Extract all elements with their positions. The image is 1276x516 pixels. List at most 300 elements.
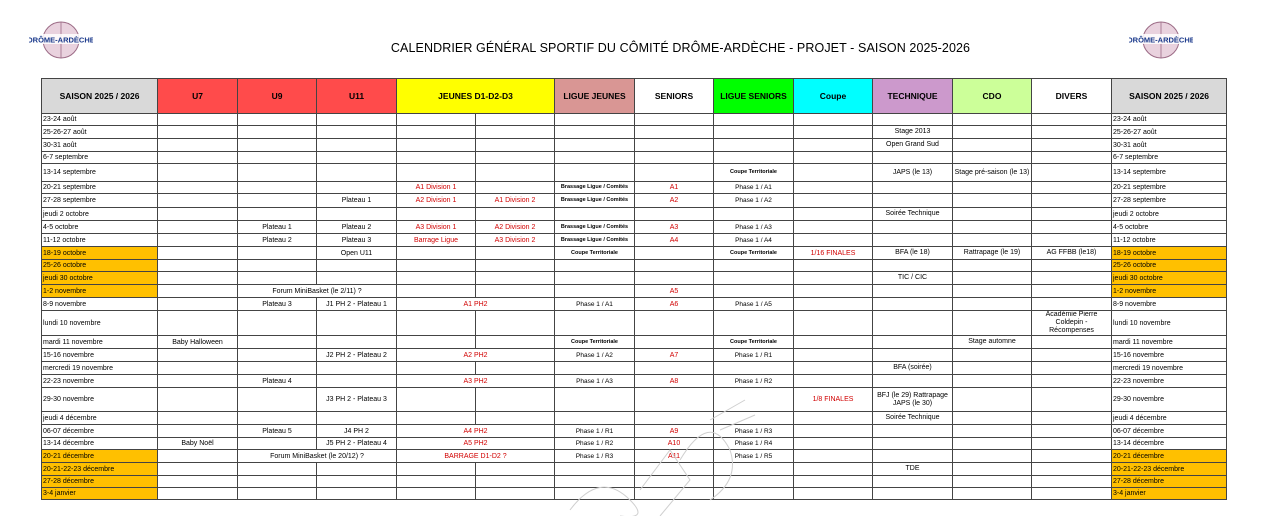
u11-cell <box>317 164 397 182</box>
ligue-jeunes-cell <box>555 488 635 500</box>
u11-cell <box>317 272 397 285</box>
jeunes-d1-cell <box>397 488 476 500</box>
date-cell-right: 13-14 décembre <box>1112 438 1227 450</box>
header-ligue-jeunes: LIGUE JEUNES <box>555 79 635 114</box>
date-cell: 6-7 septembre <box>42 152 158 164</box>
date-cell-right: 11-12 octobre <box>1112 234 1227 247</box>
jeunes-d1-cell: Barrage Ligue <box>397 234 476 247</box>
u7-cell <box>158 463 238 476</box>
ligue-jeunes-cell: Brassage Ligue / Comités <box>555 221 635 234</box>
ligue-jeunes-cell <box>555 362 635 375</box>
u7-cell <box>158 164 238 182</box>
ligue-jeunes-cell: Brassage Ligue / Comités <box>555 194 635 208</box>
date-cell: 20-21 décembre <box>42 450 158 463</box>
divers-cell <box>1032 194 1112 208</box>
jeunes-cell: A3 PH2 <box>397 375 555 388</box>
cdo-cell <box>953 221 1032 234</box>
cdo-cell <box>953 182 1032 194</box>
jeunes-d2-cell <box>476 164 555 182</box>
u7-cell <box>158 114 238 126</box>
jeunes-d1-cell <box>397 412 476 425</box>
ligue-seniors-cell <box>714 311 794 336</box>
u7-cell <box>158 298 238 311</box>
jeunes-d2-cell: A2 Division 2 <box>476 221 555 234</box>
jeunes-d2-cell <box>476 362 555 375</box>
seniors-cell <box>635 126 714 139</box>
u9-cell <box>238 182 317 194</box>
date-cell: 29-30 novembre <box>42 388 158 412</box>
coupe-cell <box>794 234 873 247</box>
technique-cell: Soirée Technique <box>873 412 953 425</box>
u7-cell <box>158 126 238 139</box>
seniors-cell <box>635 336 714 349</box>
table-row <box>42 425 1227 438</box>
seniors-cell: A8 <box>635 375 714 388</box>
technique-cell <box>873 375 953 388</box>
cdo-cell: Rattrapage (le 19) <box>953 247 1032 260</box>
coupe-cell <box>794 450 873 463</box>
jeunes-d2-cell <box>476 488 555 500</box>
date-cell-right: 29-30 novembre <box>1112 388 1227 412</box>
u9-cell <box>238 247 317 260</box>
technique-cell <box>873 260 953 272</box>
table-row <box>42 164 1227 182</box>
ligue-seniors-cell: Phase 1 / A3 <box>714 221 794 234</box>
technique-cell <box>873 425 953 438</box>
u9-cell <box>238 438 317 450</box>
jeunes-d1-cell <box>397 311 476 336</box>
date-cell: 27-28 décembre <box>42 476 158 488</box>
date-cell: jeudi 2 octobre <box>42 208 158 221</box>
divers-cell <box>1032 285 1112 298</box>
date-cell: 11-12 octobre <box>42 234 158 247</box>
seniors-cell <box>635 247 714 260</box>
technique-cell <box>873 336 953 349</box>
date-cell: 22-23 novembre <box>42 375 158 388</box>
divers-cell <box>1032 234 1112 247</box>
ligue-jeunes-cell <box>555 139 635 152</box>
u11-cell: Plateau 2 <box>317 221 397 234</box>
date-cell-right: 25-26 octobre <box>1112 260 1227 272</box>
divers-cell: AG FFBB (le18) <box>1032 247 1112 260</box>
table-row <box>42 463 1227 476</box>
ligue-seniors-cell <box>714 126 794 139</box>
table-row <box>42 126 1227 139</box>
coupe-cell <box>794 476 873 488</box>
technique-cell: Soirée Technique <box>873 208 953 221</box>
jeunes-d2-cell <box>476 152 555 164</box>
header-row <box>42 79 1227 114</box>
u9-cell: Plateau 4 <box>238 375 317 388</box>
u11-cell <box>317 362 397 375</box>
date-cell-right: 20-21 septembre <box>1112 182 1227 194</box>
table-row <box>42 194 1227 208</box>
cdo-cell <box>953 476 1032 488</box>
header-coupe: Coupe <box>794 79 873 114</box>
ligue-jeunes-cell <box>555 272 635 285</box>
technique-cell: JAPS (le 13) <box>873 164 953 182</box>
date-cell: 25-26-27 août <box>42 126 158 139</box>
coupe-cell <box>794 221 873 234</box>
u11-cell <box>317 463 397 476</box>
ligue-seniors-cell: Coupe Territoriale <box>714 336 794 349</box>
table-row <box>42 272 1227 285</box>
seniors-cell <box>635 164 714 182</box>
ligue-jeunes-cell: Phase 1 / R3 <box>555 450 635 463</box>
u7-cell <box>158 208 238 221</box>
coupe-cell <box>794 285 873 298</box>
technique-cell: BFA (soirée) <box>873 362 953 375</box>
cdo-cell <box>953 298 1032 311</box>
divers-cell <box>1032 221 1112 234</box>
table-row <box>42 438 1227 450</box>
date-cell-right: 18-19 octobre <box>1112 247 1227 260</box>
table-row <box>42 285 1227 298</box>
header-divers: DIVERS <box>1032 79 1112 114</box>
date-cell: 23-24 août <box>42 114 158 126</box>
u11-cell <box>317 260 397 272</box>
jeunes-d2-cell <box>476 260 555 272</box>
logo-left <box>29 18 93 62</box>
date-cell-right: jeudi 30 octobre <box>1112 272 1227 285</box>
svg-text:DRÔME-ARDÈCHE: DRÔME-ARDÈCHE <box>1129 35 1193 45</box>
technique-cell: BFA (le 18) <box>873 247 953 260</box>
u9-cell <box>238 336 317 349</box>
divers-cell <box>1032 152 1112 164</box>
date-cell: 1-2 novembre <box>42 285 158 298</box>
table-row <box>42 476 1227 488</box>
divers-cell <box>1032 463 1112 476</box>
date-cell: jeudi 30 octobre <box>42 272 158 285</box>
date-cell-right: 13-14 septembre <box>1112 164 1227 182</box>
u7-cell <box>158 425 238 438</box>
u9-cell <box>238 139 317 152</box>
u7-cell <box>158 247 238 260</box>
cdo-cell <box>953 114 1032 126</box>
date-cell-right: 27-28 décembre <box>1112 476 1227 488</box>
ligue-jeunes-cell: Phase 1 / R2 <box>555 438 635 450</box>
jeunes-d2-cell <box>476 126 555 139</box>
u9-cell <box>238 412 317 425</box>
date-cell: mercredi 19 novembre <box>42 362 158 375</box>
technique-cell <box>873 234 953 247</box>
u11-cell <box>317 182 397 194</box>
ligue-seniors-cell <box>714 152 794 164</box>
table-row <box>42 450 1227 463</box>
jeunes-d1-cell <box>397 476 476 488</box>
divers-cell <box>1032 476 1112 488</box>
ligue-jeunes-cell: Phase 1 / A2 <box>555 349 635 362</box>
jeunes-d1-cell <box>397 126 476 139</box>
calendar-table <box>41 78 1227 500</box>
u7-cell <box>158 221 238 234</box>
cdo-cell <box>953 260 1032 272</box>
ligue-jeunes-cell: Coupe Territoriale <box>555 336 635 349</box>
ligue-jeunes-cell <box>555 476 635 488</box>
seniors-cell: A4 <box>635 234 714 247</box>
jeunes-d1-cell: A1 Division 1 <box>397 182 476 194</box>
jeunes-d2-cell <box>476 336 555 349</box>
divers-cell <box>1032 272 1112 285</box>
cdo-cell <box>953 349 1032 362</box>
u11-cell <box>317 412 397 425</box>
u9-cell <box>238 208 317 221</box>
u11-cell <box>317 114 397 126</box>
coupe-cell <box>794 182 873 194</box>
seniors-cell: A5 <box>635 285 714 298</box>
table-row <box>42 114 1227 126</box>
u9-cell <box>238 126 317 139</box>
coupe-cell <box>794 349 873 362</box>
u11-cell: Plateau 3 <box>317 234 397 247</box>
technique-cell <box>873 152 953 164</box>
divers-cell <box>1032 336 1112 349</box>
table-row <box>42 182 1227 194</box>
date-cell: 13-14 septembre <box>42 164 158 182</box>
technique-cell <box>873 182 953 194</box>
date-cell-right: 22-23 novembre <box>1112 375 1227 388</box>
u9-cell <box>238 272 317 285</box>
u11-cell <box>317 336 397 349</box>
technique-cell <box>873 438 953 450</box>
seniors-cell: A9 <box>635 425 714 438</box>
date-cell-right: 27-28 septembre <box>1112 194 1227 208</box>
u7-cell <box>158 194 238 208</box>
seniors-cell: A1 <box>635 182 714 194</box>
ligue-seniors-cell <box>714 463 794 476</box>
seniors-cell <box>635 463 714 476</box>
coupe-cell <box>794 126 873 139</box>
divers-cell: Académie Pierre Coldepin - Récompenses <box>1032 311 1112 336</box>
divers-cell <box>1032 139 1112 152</box>
u11-cell <box>317 152 397 164</box>
seniors-cell <box>635 388 714 412</box>
coupe-cell: 1/16 FINALES <box>794 247 873 260</box>
coupe-cell <box>794 488 873 500</box>
coupe-cell <box>794 114 873 126</box>
cdo-cell <box>953 488 1032 500</box>
svg-text:DRÔME-ARDÈCHE: DRÔME-ARDÈCHE <box>29 35 93 45</box>
technique-cell <box>873 311 953 336</box>
coupe-cell <box>794 463 873 476</box>
table-row <box>42 152 1227 164</box>
jeunes-d1-cell <box>397 247 476 260</box>
date-cell-right: mercredi 19 novembre <box>1112 362 1227 375</box>
seniors-cell <box>635 260 714 272</box>
u11-cell: J4 PH 2 <box>317 425 397 438</box>
u7-cell <box>158 311 238 336</box>
table-row <box>42 139 1227 152</box>
ligue-seniors-cell <box>714 412 794 425</box>
technique-cell <box>873 349 953 362</box>
ligue-seniors-cell <box>714 388 794 412</box>
jeunes-d1-cell <box>397 260 476 272</box>
ligue-seniors-cell <box>714 488 794 500</box>
technique-cell <box>873 488 953 500</box>
cdo-cell: Stage automne <box>953 336 1032 349</box>
seniors-cell: A7 <box>635 349 714 362</box>
coupe-cell <box>794 298 873 311</box>
date-cell: jeudi 4 décembre <box>42 412 158 425</box>
technique-cell <box>873 114 953 126</box>
ligue-jeunes-cell <box>555 285 635 298</box>
date-cell-right: lundi 10 novembre <box>1112 311 1227 336</box>
date-cell-right: 4-5 octobre <box>1112 221 1227 234</box>
technique-cell: TIC / CIC <box>873 272 953 285</box>
u9-cell: Plateau 1 <box>238 221 317 234</box>
date-cell: 13-14 décembre <box>42 438 158 450</box>
seniors-cell: A3 <box>635 221 714 234</box>
u9-cell <box>238 388 317 412</box>
jeunes-d1-cell <box>397 208 476 221</box>
header-ligue-seniors: LIGUE SENIORS <box>714 79 794 114</box>
coupe-cell <box>794 139 873 152</box>
u9-cell <box>238 260 317 272</box>
date-cell: 25-26 octobre <box>42 260 158 272</box>
ligue-jeunes-cell <box>555 164 635 182</box>
coupe-cell <box>794 194 873 208</box>
table-row <box>42 488 1227 500</box>
ligue-seniors-cell <box>714 114 794 126</box>
jeunes-d1-cell <box>397 362 476 375</box>
u11-cell: J1 PH 2 - Plateau 1 <box>317 298 397 311</box>
cdo-cell <box>953 438 1032 450</box>
technique-cell: BFJ (le 29) Rattrapage JAPS (le 30) <box>873 388 953 412</box>
ligue-jeunes-cell: Phase 1 / A3 <box>555 375 635 388</box>
divers-cell <box>1032 488 1112 500</box>
table-row <box>42 311 1227 336</box>
technique-cell <box>873 450 953 463</box>
header-u11: U11 <box>317 79 397 114</box>
seniors-cell: A11 <box>635 450 714 463</box>
ligue-jeunes-cell <box>555 114 635 126</box>
header-u9: U9 <box>238 79 317 114</box>
cdo-cell <box>953 450 1032 463</box>
u9-cell <box>238 476 317 488</box>
u11-cell <box>317 476 397 488</box>
ligue-seniors-cell <box>714 139 794 152</box>
cdo-cell <box>953 375 1032 388</box>
date-cell: 27-28 septembre <box>42 194 158 208</box>
u11-cell: J3 PH 2 - Plateau 3 <box>317 388 397 412</box>
coupe-cell <box>794 438 873 450</box>
u9-cell <box>238 194 317 208</box>
divers-cell <box>1032 425 1112 438</box>
date-cell-right: 15-16 novembre <box>1112 349 1227 362</box>
ligue-seniors-cell <box>714 285 794 298</box>
u7-cell <box>158 450 238 463</box>
date-cell-right: 06-07 décembre <box>1112 425 1227 438</box>
date-cell: 8-9 novembre <box>42 298 158 311</box>
coupe-cell <box>794 260 873 272</box>
ligue-jeunes-cell <box>555 412 635 425</box>
u11-cell <box>317 139 397 152</box>
date-cell: 20-21-22-23 décembre <box>42 463 158 476</box>
date-cell: 18-19 octobre <box>42 247 158 260</box>
jeunes-d2-cell: A1 Division 2 <box>476 194 555 208</box>
cdo-cell <box>953 412 1032 425</box>
divers-cell <box>1032 349 1112 362</box>
u7-cell <box>158 285 238 298</box>
date-cell-right: jeudi 2 octobre <box>1112 208 1227 221</box>
jeunes-cell: A5 PH2 <box>397 438 555 450</box>
u7-cell <box>158 234 238 247</box>
cdo-cell <box>953 362 1032 375</box>
u7-cell <box>158 488 238 500</box>
u7-cell <box>158 476 238 488</box>
coupe-cell <box>794 272 873 285</box>
date-cell: lundi 10 novembre <box>42 311 158 336</box>
date-cell: 15-16 novembre <box>42 349 158 362</box>
date-cell-right: 20-21 décembre <box>1112 450 1227 463</box>
cdo-cell <box>953 208 1032 221</box>
u9-cell <box>238 152 317 164</box>
table-row <box>42 234 1227 247</box>
header-saison-left: SAISON 2025 / 2026 <box>42 79 158 114</box>
date-cell: 20-21 septembre <box>42 182 158 194</box>
divers-cell <box>1032 126 1112 139</box>
seniors-cell <box>635 152 714 164</box>
u11-cell <box>317 126 397 139</box>
technique-cell <box>873 476 953 488</box>
jeunes-cell: A1 PH2 <box>397 298 555 311</box>
u9-cell <box>238 164 317 182</box>
u9-cell: Plateau 2 <box>238 234 317 247</box>
divers-cell <box>1032 362 1112 375</box>
jeunes-d1-cell <box>397 139 476 152</box>
jeunes-d2-cell <box>476 114 555 126</box>
ligue-jeunes-cell <box>555 152 635 164</box>
coupe-cell: 1/8 FINALES <box>794 388 873 412</box>
header-saison-right: SAISON 2025 / 2026 <box>1112 79 1227 114</box>
coupe-cell <box>794 336 873 349</box>
cdo-cell: Stage pré-saison (le 13) <box>953 164 1032 182</box>
date-cell-right: mardi 11 novembre <box>1112 336 1227 349</box>
divers-cell <box>1032 164 1112 182</box>
jeunes-d2-cell <box>476 139 555 152</box>
seniors-cell: A10 <box>635 438 714 450</box>
u11-cell: Plateau 1 <box>317 194 397 208</box>
ligue-jeunes-cell <box>555 463 635 476</box>
table-row <box>42 375 1227 388</box>
u9-cell <box>238 362 317 375</box>
jeunes-d2-cell <box>476 285 555 298</box>
divers-cell <box>1032 114 1112 126</box>
ligue-seniors-cell: Coupe Territoriale <box>714 164 794 182</box>
jeunes-d2-cell <box>476 476 555 488</box>
u7-cell <box>158 139 238 152</box>
jeunes-cell: BARRAGE D1-D2 ? <box>397 450 555 463</box>
header-technique: TECHNIQUE <box>873 79 953 114</box>
seniors-cell: A2 <box>635 194 714 208</box>
u7-cell <box>158 349 238 362</box>
divers-cell <box>1032 438 1112 450</box>
ligue-jeunes-cell <box>555 208 635 221</box>
header-cdo: CDO <box>953 79 1032 114</box>
table-row <box>42 298 1227 311</box>
technique-cell <box>873 221 953 234</box>
ligue-seniors-cell: Phase 1 / R2 <box>714 375 794 388</box>
u11-cell <box>317 488 397 500</box>
jeunes-d1-cell <box>397 388 476 412</box>
ligue-seniors-cell: Phase 1 / R4 <box>714 438 794 450</box>
ligue-jeunes-cell: Brassage Ligue / Comités <box>555 234 635 247</box>
coupe-cell <box>794 412 873 425</box>
u11-cell: J5 PH 2 - Plateau 4 <box>317 438 397 450</box>
u7-cell <box>158 260 238 272</box>
u7-cell <box>158 182 238 194</box>
header-jeunes: JEUNES D1-D2-D3 <box>397 79 555 114</box>
